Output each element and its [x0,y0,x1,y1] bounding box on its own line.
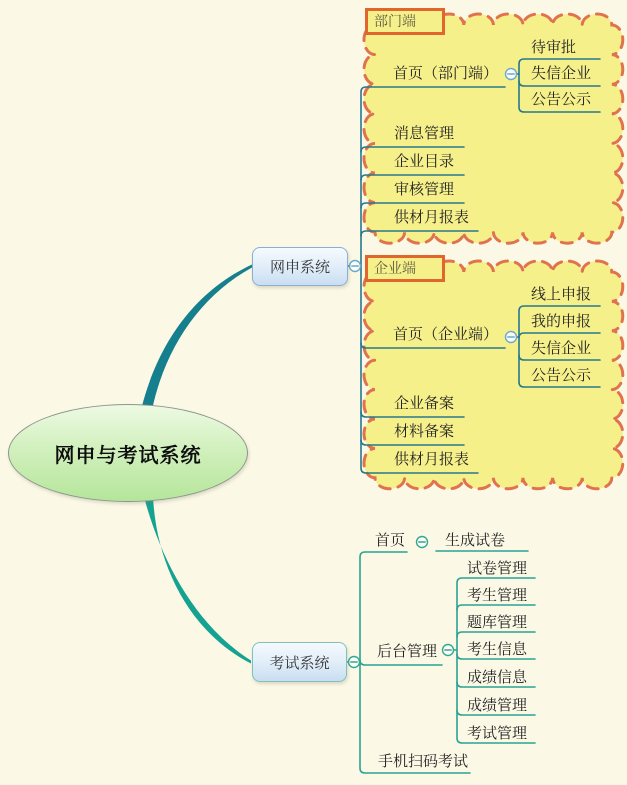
collapse-toggle-web-system-icon[interactable] [350,261,361,272]
boundary-label-dept[interactable]: 部门端 [365,8,445,35]
topic-exam-system[interactable]: 考试系统 [252,642,347,682]
branch-curve-exam [143,493,251,664]
topic-dishonest-enterprise-dept[interactable]: 失信企业 [531,65,592,82]
topic-exam-management[interactable]: 考试管理 [467,725,528,742]
topic-score-management[interactable]: 成绩管理 [467,697,528,714]
topic-question-bank-management[interactable]: 题库管理 [467,614,528,631]
topic-score-info[interactable]: 成绩信息 [467,669,528,686]
topic-my-declaration[interactable]: 我的申报 [531,313,592,330]
boundary-label-enterprise[interactable]: 企业端 [365,255,445,282]
topic-mobile-scan-exam[interactable]: 手机扫码考试 [378,753,469,770]
topic-message-management[interactable]: 消息管理 [394,125,455,142]
topic-home-enterprise[interactable]: 首页（企业端） [393,326,499,343]
topic-material-filing[interactable]: 材料备案 [394,423,455,440]
topic-enterprise-directory[interactable]: 企业目录 [394,153,455,170]
topic-pending-approval[interactable]: 待审批 [531,39,577,56]
topic-generate-paper[interactable]: 生成试卷 [445,532,506,549]
collapse-toggle-home-dept-icon[interactable] [506,69,517,80]
topic-monthly-report-ent[interactable]: 供材月报表 [394,451,470,468]
branch-curve-web-apply [142,265,252,411]
topic-examinee-management[interactable]: 考生管理 [467,587,528,604]
topic-monthly-report-dept[interactable]: 供材月报表 [394,209,470,226]
topic-dishonest-enterprise-ent[interactable]: 失信企业 [531,340,592,357]
topic-exam-home[interactable]: 首页 [375,532,406,549]
topic-paper-management[interactable]: 试卷管理 [467,560,528,577]
topic-public-notice-dept[interactable]: 公告公示 [531,91,592,108]
topic-online-declaration[interactable]: 线上申报 [531,286,592,303]
topic-examinee-info[interactable]: 考生信息 [467,641,528,658]
topic-home-dept[interactable]: 首页（部门端） [393,65,499,82]
topic-public-notice-ent[interactable]: 公告公示 [531,367,592,384]
topic-enterprise-filing[interactable]: 企业备案 [394,395,455,412]
topic-audit-management[interactable]: 审核管理 [394,181,455,198]
collapse-toggle-admin-icon[interactable] [443,645,454,656]
collapse-toggle-exam-system-icon[interactable] [349,657,360,668]
topic-backend-admin[interactable]: 后台管理 [377,643,438,660]
collapse-toggle-home-enterprise-icon[interactable] [506,332,517,343]
collapse-toggle-exam-home-icon[interactable] [417,537,428,548]
topic-web-apply-system[interactable]: 网申系统 [252,247,348,286]
root-topic[interactable]: 网申与考试系统 [8,404,248,502]
